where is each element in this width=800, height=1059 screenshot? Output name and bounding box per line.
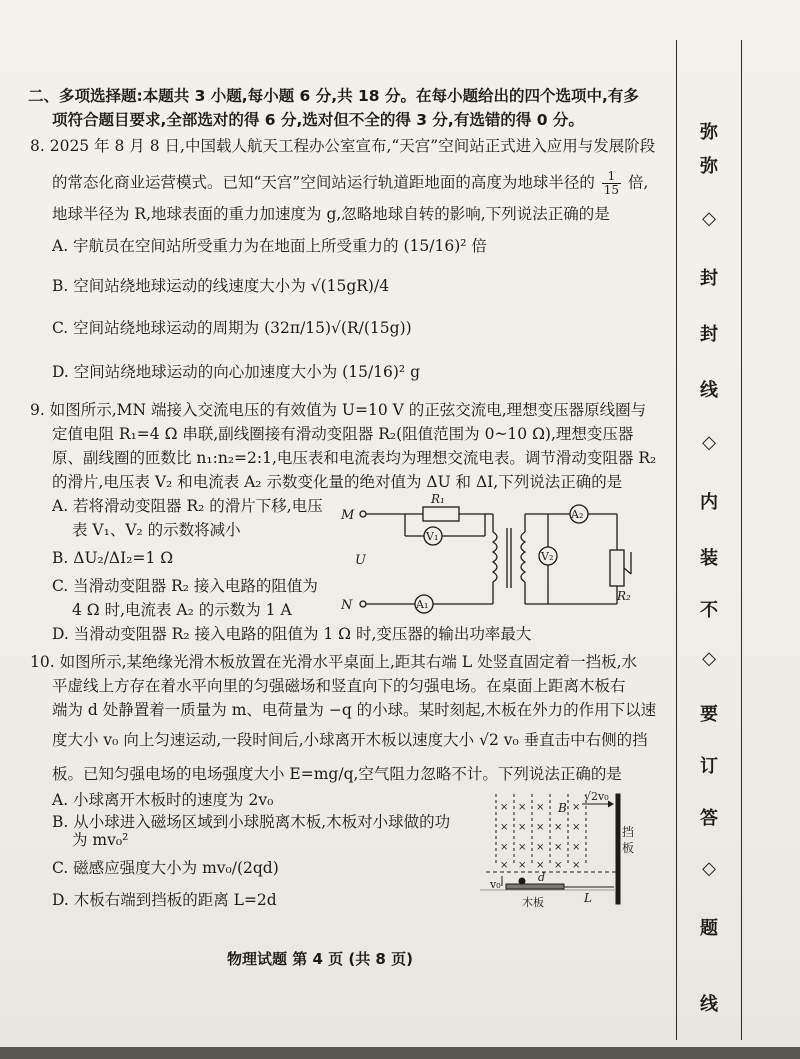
q9-option-c-line2: 4 Ω 时,电流表 A₂ 的示数为 1 A — [72, 601, 292, 619]
svg-text:×: × — [536, 860, 545, 871]
binding-char: 不 — [700, 600, 718, 621]
binding-diamond-icon: ◇ — [702, 208, 716, 229]
label-a2: A₂ — [571, 508, 584, 521]
binding-char: 题 — [700, 918, 718, 939]
q9-option-c-line1: C. 当滑动变阻器 R₂ 接入电路的阻值为 — [52, 577, 318, 595]
q9-option-b: B. ΔU₂/ΔI₂=1 Ω — [52, 549, 174, 567]
q9-line1: 9. 如图所示,MN 端接入交流电压的有效值为 U=10 V 的正弦交流电,理想变压器原线圈与 — [30, 401, 647, 419]
label-r2: R₂ — [617, 589, 631, 603]
primary-coil — [493, 532, 497, 582]
q8-line3: 地球半径为 R,地球表面的重力加速度为 g,忽略地球自转的影响,下列说法正确的是 — [52, 205, 610, 223]
binding-char: 线 — [700, 994, 718, 1015]
svg-text:×: × — [518, 860, 527, 871]
binding-char: 弥 — [700, 156, 718, 177]
q8-option-a: A. 宇航员在空间站所受重力为在地面上所受重力的 (15/16)² 倍 — [52, 237, 487, 255]
binding-diamond-icon: ◇ — [702, 432, 716, 453]
svg-text:×: × — [518, 822, 527, 833]
svg-text:×: × — [554, 842, 563, 853]
label-v0: v₀ — [490, 878, 501, 891]
svg-text:×: × — [572, 860, 581, 871]
svg-text:×: × — [536, 802, 545, 813]
svg-text:×: × — [500, 822, 509, 833]
svg-text:×: × — [572, 842, 581, 853]
q10-line4: 度大小 v₀ 向上匀速运动,一段时间后,小球离开木板以速度大小 √2 v₀ 垂直击中右侧的挡 — [52, 731, 648, 749]
q9-line2: 定值电阻 R₁=4 Ω 串联,副线圈接有滑动变阻器 R₂(阻值范围为 0~10 Ω),理想变压器 — [52, 425, 634, 443]
label-d: d — [538, 871, 546, 884]
binding-char: 订 — [700, 756, 718, 777]
q8-option-b: B. 空间站绕地球运动的线速度大小为 √(15gR)/4 — [52, 277, 390, 295]
binding-char: 封 — [700, 324, 718, 345]
label-r1: R₁ — [431, 492, 445, 506]
svg-text:×: × — [554, 860, 563, 871]
q10-option-b-line1: B. 从小球进入磁场区域到小球脱离木板,木板对小球做的功 — [52, 813, 451, 831]
label-l: L — [584, 891, 592, 905]
q10-line2: 平虚线上方存在着水平向里的匀强磁场和竖直向下的匀强电场。在桌面上距离木板右 — [52, 677, 626, 695]
label-wall-1: 挡 — [622, 825, 635, 839]
binding-char: 内 — [700, 492, 718, 513]
svg-text:×: × — [500, 860, 509, 871]
svg-text:×: × — [572, 822, 581, 833]
svg-text:×: × — [554, 822, 563, 833]
section-heading-line2: 项符合题目要求,全部选对的得 6 分,选对但不全的得 3 分,有选错的得 0 分。 — [52, 111, 584, 129]
section-heading-line1: 二、多项选择题:本题共 3 小题,每小题 6 分,共 18 分。在每小题给出的四个选项中,有多 — [28, 87, 639, 105]
q8-option-d: D. 空间站绕地球运动的向心加速度大小为 (15/16)² g — [52, 363, 420, 381]
q9-option-a-line1: A. 若将滑动变阻器 R₂ 的滑片下移,电压 — [52, 497, 323, 515]
terminal-m — [360, 511, 366, 517]
svg-text:×: × — [536, 822, 545, 833]
resistor-r1 — [423, 507, 459, 521]
secondary-coil — [521, 532, 525, 582]
q9-circuit-diagram — [335, 492, 650, 622]
binding-char: 要 — [700, 704, 718, 725]
q10-option-c: C. 磁感应强度大小为 mv₀/(2qd) — [52, 859, 279, 877]
label-n: N — [341, 598, 353, 613]
q10-option-d: D. 木板右端到挡板的距离 L=2d — [52, 891, 277, 909]
svg-text:×: × — [518, 842, 527, 853]
terminal-n — [360, 601, 366, 607]
q9-line3: 原、副线圈的匝数比 n₁:n₂=2:1,电压表和电流表均为理想交流电表。调节滑动变阻器 R₂ — [52, 449, 657, 467]
svg-text:×: × — [518, 802, 527, 813]
binding-char: 答 — [700, 808, 718, 829]
binding-char: 线 — [700, 380, 718, 401]
q8-fraction: $\frac{1}{15}$ — [603, 169, 620, 197]
binding-strip — [676, 40, 742, 1040]
q10-field-diagram — [480, 790, 640, 915]
ball — [519, 878, 525, 884]
board — [506, 884, 564, 889]
q9-option-a-line2: 表 V₁、V₂ 的示数将减小 — [72, 521, 241, 539]
label-m: M — [341, 508, 355, 523]
label-wall-2: 板 — [622, 841, 635, 855]
binding-diamond-icon: ◇ — [702, 858, 716, 879]
binding-char: 封 — [700, 268, 718, 289]
binding-char: 弥 — [700, 122, 718, 143]
q8-option-c: C. 空间站绕地球运动的周期为 (32π/15)√(R/(15g)) — [52, 319, 412, 337]
svg-text:×: × — [536, 842, 545, 853]
label-v1: V₁ — [426, 530, 439, 543]
label-u: U — [355, 553, 366, 568]
q10-option-a: A. 小球离开木板时的速度为 2v₀ — [52, 791, 274, 809]
label-v2: V₂ — [541, 550, 554, 563]
q8-line2: 的常态化商业运营模式。已知“天宫”空间站运行轨道距地面的高度为地球半径的 $\frac{1}{15}$ 倍, — [52, 169, 649, 197]
binding-diamond-icon: ◇ — [702, 648, 716, 669]
svg-text:×: × — [500, 842, 509, 853]
rheostat-r2 — [610, 550, 624, 586]
label-board: 木板 — [522, 896, 544, 909]
wall — [616, 794, 620, 904]
binding-char: 装 — [700, 548, 718, 569]
q10-line3: 端为 d 处静置着一质量为 m、电荷量为 −q 的小球。某时刻起,木板在外力的作用下以速 — [52, 701, 657, 719]
q9-line4: 的滑片,电压表 V₂ 和电流表 A₂ 示数变化量的绝对值为 ΔU 和 ΔI,下列说法正确的是 — [52, 473, 623, 491]
label-b: B — [558, 801, 567, 815]
svg-text:×: × — [572, 802, 581, 813]
q10-line5: 板。已知匀强电场的电场强度大小 E=mg/q,空气阻力忽略不计。下列说法正确的是 — [52, 765, 622, 783]
label-a1: A₁ — [416, 598, 429, 611]
q10-option-b-line2: 为 mv₀² — [72, 831, 129, 849]
svg-text:×: × — [500, 802, 509, 813]
page-footer: 物理试题 第 4 页 (共 8 页) — [227, 950, 413, 968]
q8-line1: 8. 2025 年 8 月 8 日,中国载人航天工程办公室宣布,“天宫”空间站正式进入应用与发展阶段 — [30, 137, 656, 155]
q9-option-d: D. 当滑动变阻器 R₂ 接入电路的阻值为 1 Ω 时,变压器的输出功率最大 — [52, 625, 532, 643]
q10-line1: 10. 如图所示,某绝缘光滑木板放置在光滑水平桌面上,距其右端 L 处竖直固定着一挡板,水 — [30, 653, 638, 671]
label-v-hit: √2v₀ — [584, 790, 609, 803]
